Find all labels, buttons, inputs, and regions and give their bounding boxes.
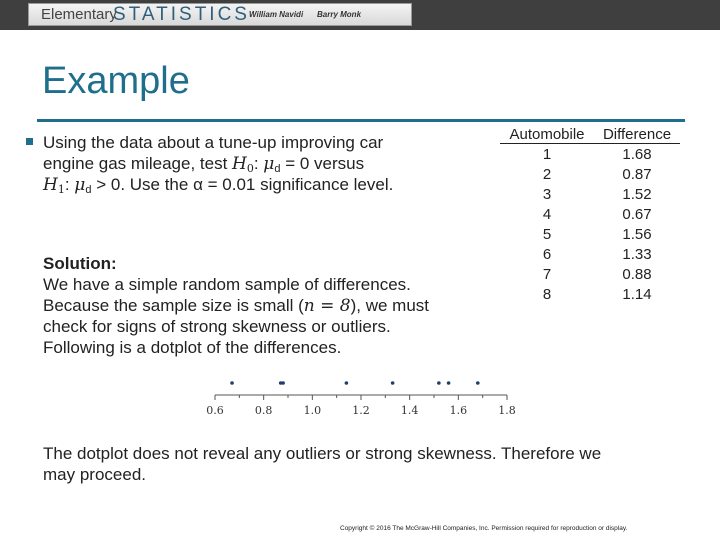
conclusion-line-2: may proceed. [43, 465, 146, 484]
sample-size-expression: n = 8 [303, 296, 351, 316]
table-row: 6 1.33 [542, 245, 652, 263]
dotplot-chart [200, 370, 520, 420]
solution-line-2: Because the sample size is small (n = 8), we must [43, 296, 430, 316]
differences-table [500, 126, 680, 304]
solution-line-3: check for signs of strong skewness or outliers. [43, 317, 391, 336]
table-row: 1 1.68 [542, 145, 652, 163]
brand-elementary: Elementary [41, 6, 117, 23]
solution-line-1: We have a simple random sample of differences. [43, 275, 411, 294]
table-row: 7 0.88 [542, 265, 652, 283]
author-navidi: William Navidi [249, 10, 304, 19]
tick-label: 1.0 [303, 404, 322, 417]
table-row: 3 1.52 [542, 185, 652, 203]
tick-label: 1.2 [352, 404, 370, 417]
tick-label: 1.8 [498, 404, 516, 417]
data-point [345, 381, 349, 385]
data-point [230, 381, 234, 385]
author-monk: Barry Monk [317, 10, 362, 19]
problem-line-3: $H_1$: $\mu_d > 0$. Use the α = 0.01 significance level. [43, 175, 394, 196]
data-point [281, 381, 285, 385]
title-divider [37, 119, 685, 122]
data-point [391, 381, 395, 385]
conclusion-line-1: The dotplot does not reveal any outliers or strong skewness. Therefore we [43, 444, 602, 463]
header-bar [0, 0, 720, 30]
table-row: 4 0.67 [542, 205, 652, 223]
tick-label: 0.6 [206, 404, 224, 417]
problem-line-1: Using the data about a tune-up improving car [43, 133, 384, 152]
data-point [447, 381, 451, 385]
bullet-square-icon [26, 138, 33, 145]
data-point [476, 381, 480, 385]
tick-label: 0.8 [254, 404, 273, 417]
header-automobile: Automobile [500, 126, 594, 144]
problem-line-2: engine gas mileage, test $H_0$: $\mu_d = 0$ versus [43, 154, 365, 175]
solution-label: Solution: [43, 254, 117, 273]
book-banner [28, 3, 412, 26]
solution-line-4: Following is a dotplot of the differences. [43, 338, 342, 357]
brand-statistics: STATISTICS [113, 4, 250, 25]
slide-title: Example [42, 60, 190, 102]
data-point [437, 381, 441, 385]
table-row: 2 0.87 [542, 165, 652, 183]
copyright-notice: Copyright © 2016 The McGraw-Hill Companies, Inc. Permission required for reproduction or display. [340, 525, 628, 532]
tick-label: 1.6 [449, 404, 468, 417]
table-row: 5 1.56 [542, 225, 652, 243]
header-difference: Difference [594, 126, 680, 144]
tick-label: 1.4 [400, 404, 419, 417]
table-row: 8 1.14 [542, 285, 652, 303]
